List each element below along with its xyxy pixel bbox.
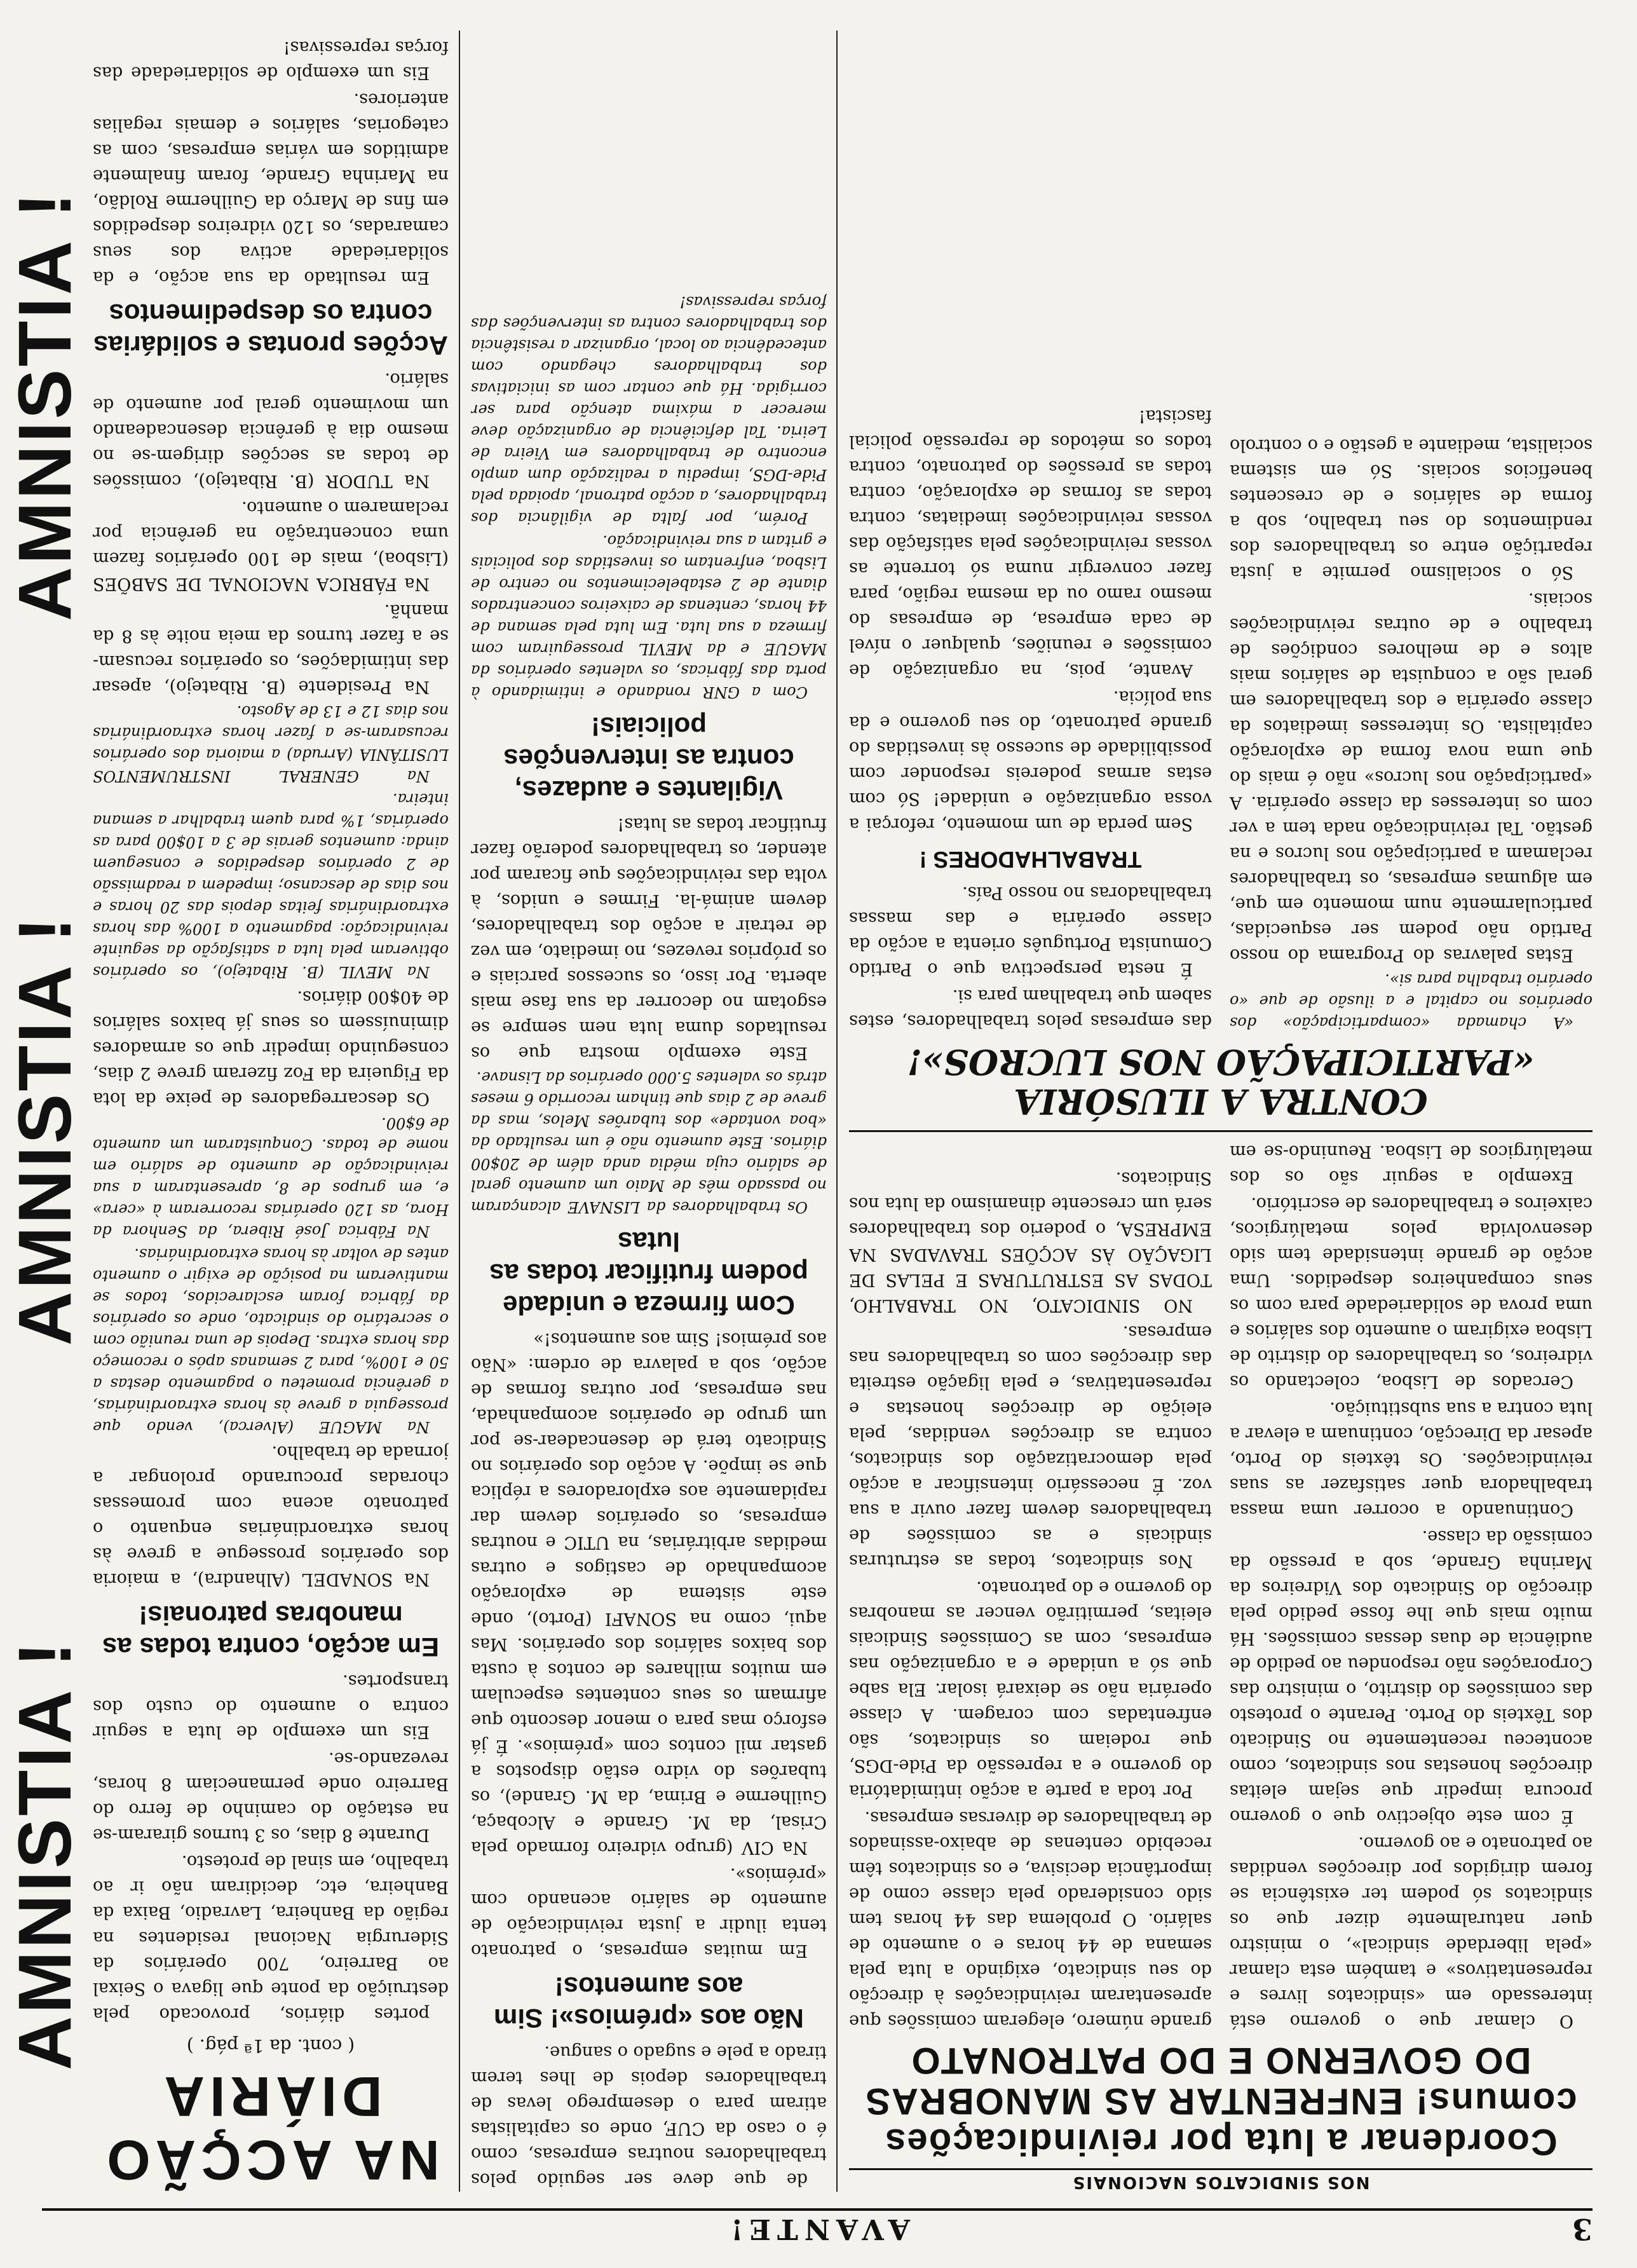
amnistia-slogan: AMNISTIA !	[3, 1639, 87, 2070]
article-paragraph: Estas palavras do Programa do nosso Partido não podem ser esquecidas, particularmente num momento em que, em algumas empresas, os trabalhadores reclamam a participação nos lucros e na gestão. Tal reivindicação nada tem a ver com os interesses da classe operária. A «participação nos lucros» não é mais do que uma nova forma de exploração capitalista. Os interesses imediatos da classe operária e dos trabalhadores em geral são a conquista de salários mais altos e de melhores condições de trabalho e de outras reivindicações sociais.	[1230, 589, 1593, 965]
newspaper-name: AVANTE!	[724, 2213, 910, 2245]
headline-manobras: Em acção, contra todas as manobras patronais!	[102, 1601, 439, 1662]
column-rule	[836, 31, 838, 2192]
column-rule	[459, 31, 460, 2192]
article-paragraph: Em resultado da sua acção, e da solidariedade activa dos seus camaradas, os 120 vidreiros despedidos em fins de Março da Guilherme Roldão, na Marinha Grande, foram finalmente admitidos em várias empresas, com as categorias, salários e demais regalias anteriores.	[93, 90, 449, 287]
article-paragraph: Na MEVIL (B. Ribatejo), os operários obtiveram pela luta a satisfação da seguinte reivindicação: pagamento a 100% das horas extraordinárias feitas depois das 20 horas e nos dias de descanso; impedem a readmissão de 2 operários despedidos e conseguem ainda: aumentos gerais de 3 a 10$00 para as operárias, 1% para quem trabalhar a semana inteira.	[93, 790, 449, 981]
article-paragraph: Os descarregadores de peixe da lota da Figueira da Foz fizeram greve 2 dias, conseguindo impedir que os armadores diminuíssem os seus já baixos salários de 40$00 diários.	[93, 987, 449, 1109]
article-paragraph: Cercados de Lisboa, colectando os vidreiros, os trabalhadores do distrito de Lisboa exigiram o aumento dos salários e uma prova de solidariedade para com os seus companheiros despedidos. Uma acção de grande intensidade tem sido desenvolvida pelos metalúrgicos, caixeiros e trabalhadores de escritório.	[1230, 1194, 1593, 1391]
headline-sindicatos: Coordenar a luta por reivindicações comuns! ENFRENTAR AS MANOBRAS DO GOVERNO E DO PATRONATO	[864, 2040, 1577, 2162]
article-paragraph: portes diários, provocado pela destruição da ponte que ligava o Seixal ao Barreiro, 700 operários da Siderurgia Nacional residentes na região da Banheira, Lavradio, Baixa da Banheira, etc, decidiram não ir ao trabalho, em sinal de protesto.	[93, 1852, 449, 2024]
article-paragraph: Continuando a ocorrer uma massa trabalhadora quer satisfazer as suas reivindicações. Os têxteis do Porto, apesar da Direcção, continuam a elevar a luta contra a sua substituição.	[1230, 1398, 1593, 1520]
article-paragraph: É com este objectivo que o governo procura impedir que sejam eleitas direcções honestas nos sindicatos, como aconteceu recentemente no Sindicato dos Têxteis do Porto. Perante o protesto das comissões do distrito, o ministro das Corporações não respondeu ao pedido de audiência de duas dessas comissões. Há muito mais que lhe fosse pedido pela direcção do Sindicato dos Vidreiros da Marinha Grande, sob a pressão da comissão da classe.	[1230, 1527, 1593, 1826]
article-paragraph: Na MAGUE (Alverca), vendo que prosseguia a greve às horas extraordinárias, a gerência prometeu o pagamento destas a 50 e 100%, para 2 semanas após o recomeço das horas extras. Depois de uma reunião com o secretário do sindicato, onde os operários da fábrica foram esclarecidos, todos se mantiveram na posição de exigir o aumento antes de voltar às horas extraordinárias.	[93, 1245, 449, 1436]
headline-premios: Não aos «prémios»! Sim aos aumentos!	[494, 1972, 804, 2033]
column-lutas	[471, 31, 827, 2192]
section-kicker: NOS SINDICATOS NACIONAIS	[849, 2168, 1593, 2192]
article-paragraph: Avante, pois, na organização de comissões e reuniões, qualquer o nível de cada empresa, de empresas do mesmo ramo ou da mesma região, para fazer convergir numa só torrente as vossas reivindicações pela satisfação das vossas reivindicações imediatas, contra todas as formas de exploração, contra todas as pressões do patronato, contra todos os métodos de repressão policial fascista!	[849, 406, 1212, 680]
headline-accao-diaria: NA ACÇÃO DIÁRIA	[102, 2065, 440, 2192]
article-paragraph: Eis um exemplo de luta a seguir contra o aumento do custo dos transportes.	[93, 1671, 449, 1742]
article-paragraph: Na SONADEL (Alhandra), a maioria dos operários prossegue a greve às horas extraordinárias enquanto o patronato acena com promessas choradas procurando prolongar a jornada de trabalho.	[93, 1442, 449, 1589]
article-paragraph: Na Presidente (B. Ribatejo), apesar das intimidações, os operários recusam-se a fazer turnos da meia noite às 8 da manhã.	[93, 601, 449, 697]
article-paragraph: NO SINDICATO, NO TRABALHO, TODAS AS ESTRUTURAS E PELAS DE LIGAÇÃO ÀS ACÇÕES TRAVADAS NA EMPRESA, o poderio dos trabalhadores será um crescente dinamismo da luta nos Sindicatos.	[849, 1168, 1212, 1315]
article-paragraph: de que deve ser seguido pelos trabalhadores noutras empresas, como é o caso da CUF, onde os capitalistas atiram para o desemprego levas de trabalhadores depois de lhes terem tirado a pele e sugado o sangue.	[471, 2042, 827, 2189]
article-paragraph: Porém, por falta de vigilância dos trabalhadores, a acção patronal, apoiada pela Pide-DGS, impediu a realização dum amplo encontro de trabalhadores em Vieira de Leiria. Tal deficiência de organização deve merecer a máxima atenção para ser corrigida. Há que contar com as iniciativas dos trabalhadores chegando com antecedência ao local, organizar a resistência dos trabalhadores contra as intervenções das forças repressivas!	[471, 293, 827, 527]
article-paragraph: É nesta perspectiva que o Partido Comunista Português orienta a acção da classe operária e das massas trabalhadoras no nosso País.	[849, 883, 1212, 979]
headline-despedimentos: Acções prontas e solidárias contra os despedimentos	[93, 299, 448, 360]
article-paragraph: Na FÁBRICA NACIONAL DE SABÕES (Lisboa), mais de 100 operários fazem uma concentração na gerência por reclamarem o aumento.	[93, 498, 449, 594]
article-paragraph: Em muitas empresas, o patronato tenta iludir a justa reivindicação de aumento de salário acenando com «prémios».	[471, 1864, 827, 1960]
article-paragraph: Só o socialismo permite a justa repartição entre os trabalhadores dos rendimentos do seu trabalho, sob a forma de salários e de crescentes benefícios sociais. Só em sistema socialista, mediante a gestão e o controlo das empresas pelos trabalhadores, estes sabem que trabalham para si.	[849, 435, 1593, 1031]
article-paragraph: O clamar que o governo está interessado em «sindicatos livres e representativos» e também esta clamar «pela liberdade sindical», o ministro quer naturalmente dizer que os sindicatos só podem ter existência se forem dirigidos por direcções vendidas ao patronato e ao governo.	[1230, 1833, 1593, 2031]
article-paragraph: Na TUDOR (B. Ribatejo), comissões de todas as secções dirigem-se no mesmo dia à gerência desencadeando um movimento geral por aumento de salário.	[93, 369, 449, 491]
article-paragraph: Na CIV (grupo vidreiro formado pela Crisal, da M. Grande e Alcobaça, Guilherme e Brima, da M. Grande), os tubarões do vidro estão dispostos a gastar mil contos com «prémios». É já esforço mas para o menor desconto que afirmam os seus contentes especulam em muitos milhares de contos à custa dos baixos salários dos operários. Mas aqui, como na SONAFI (Porto), onde este sistema de exploração acompanhado de castigos e outras medidas arbitrárias, na UTIC e noutras empresas, os operários devem dar rapidamente aos exploradores a réplica que se impõe. A acção dos operários no Sindicato terá de desencadear-se por um grupo de operários acompanhada, nas empresas, por outras formas de acção, sob a palavra de ordem: «Não aos prémios! Sim aos aumentos!»	[471, 1329, 827, 1857]
amnistia-strip	[4, 24, 86, 2198]
column-sindicatos	[849, 31, 1593, 2192]
article-paragraph: «A chamada «comparticipação» dos operários no capital e a ilusão de que «o operário trabalha para si».	[1230, 971, 1593, 1032]
article-paragraph: Sem perda de um momento, reforçai a vossa organização e unidade! Só com estas armas podereis responder com possibilidade de sucesso às investidas do grande patronato, do seu governo e da sua polícia.	[849, 687, 1212, 834]
masthead	[42, 2208, 1593, 2249]
headline-firmeza: Com firmeza e unidade podem frutificar todas as lutas	[489, 1227, 808, 1320]
article-paragraph: Na GENERAL INSTRUMENTOS LUSITÂNIA (Arruda) a maioria dos operários recusaram-se a fazer horas extraordinárias nos dias 12 e 13 de Agosto.	[93, 702, 449, 785]
article-paragraph: Durante 8 dias, os 3 turnos giraram-se na estação do caminho de ferro do Barreiro onde permaneciam 8 horas, revezando-se.	[93, 1749, 449, 1845]
article-paragraph: Os trabalhadores da LISNAVE alcançaram no passado mês de Maio um aumento geral de salário cuja média anda além de 20$00 diários. Este aumento não é um resultado da «boa vontade» dos tubarões Melos, mas da greve de 2 dias que tinham recorrido 6 meses atrás os valentes 5.000 operários da Lisnave.	[471, 1069, 827, 1216]
headline-participacao: CONTRA A ILUSÓRIA «PARTICIPAÇÃO NOS LUCROS»!	[907, 1042, 1535, 1122]
article-paragraph: Exemplo a seguir são os dos metalúrgicos de Lisboa. Reunindo-se em grande número, elegeram comissões que apresentaram reivindicações à direcção do seu sindicato, exigindo a luta pela semana de 44 horas e o aumento de salário. O problema das 44 horas tem sido considerado pela classe como de importância decisiva, e os sindicatos têm recebido centenas de abaixo-assinados de trabalhadores de diversas empresas.	[849, 1142, 1593, 2031]
headline-trabalhadores: TRABALHADORES !	[919, 847, 1142, 873]
article-paragraph: Por toda a parte a acção intimidatória do governo e a repressão da Pide-DGS, que rodeiam os sindicatos, são enfrentadas com coragem. A classe operária não se deixará isolar. Ela sabe que só a unidade e a organização nas empresas, com as Comissões Sindicais eleitas, permitirão vencer as manobras do governo e do patronato.	[849, 1578, 1212, 1801]
section-divider	[849, 1130, 1593, 1132]
amnistia-slogan: AMNISTIA !	[3, 915, 87, 1346]
column-accao-diaria	[93, 31, 449, 2192]
continuation-note: ( cont. da 1ª pág. )	[186, 2035, 355, 2056]
article-paragraph: Este exemplo mostra que os resultados duma luta nem sempre se esgotam no decorrer da sua fase mais aberta. Por isso, os sucessos parciais e os próprios revezes, no imediato, em vez de retrair a acção dos trabalhadores, devem animá-la. Firmes e unidos, à volta das reivindicações que ficaram por atender, os trabalhadores poderão fazer frutificar todas as lutas!	[471, 814, 827, 1063]
article-paragraph: Na Fábrica José Ribera, da Senhora da Hora, as 120 operárias recorreram à «cera» e, em grupos de 8, apresentaram a sua reivindicação de aumento de salário em nome de todas. Conquistaram um aumento de 6$00.	[93, 1114, 449, 1240]
article-paragraph: Nos sindicatos, todas as estruturas sindicais e as comissões de trabalhadores devem fazer ouvir a sua voz. É necessário intensificar a acção pela democratização dos sindicatos, contra as direcções vendidas, pela eleição de direcções honestas e representativas, e pela ligação estreita das direcções com os trabalhadores nas empresas.	[849, 1322, 1212, 1571]
article-paragraph: Eis um exemplo de solidariedade das forças repressivas!	[93, 38, 449, 83]
headline-vigilantes: Vigilantes e audazes, contra as intervenções policiais!	[503, 712, 794, 805]
amnistia-slogan: AMNISTIA !	[3, 190, 87, 621]
article-paragraph: Com a GNR rondando e intimidando à porta das fábricas, os valentes operários da MAGUE e da MEVIL prosseguiram com firmeza a sua luta. Em luta pela semana de 44 horas, centenas de caixeiros concentrados diante de 2 estabelecimentos no centro de Lisboa, enfrentam os investidas dos policiais e gritam a sua reivindicação.	[471, 532, 827, 701]
page-number: 3	[1572, 2212, 1593, 2246]
